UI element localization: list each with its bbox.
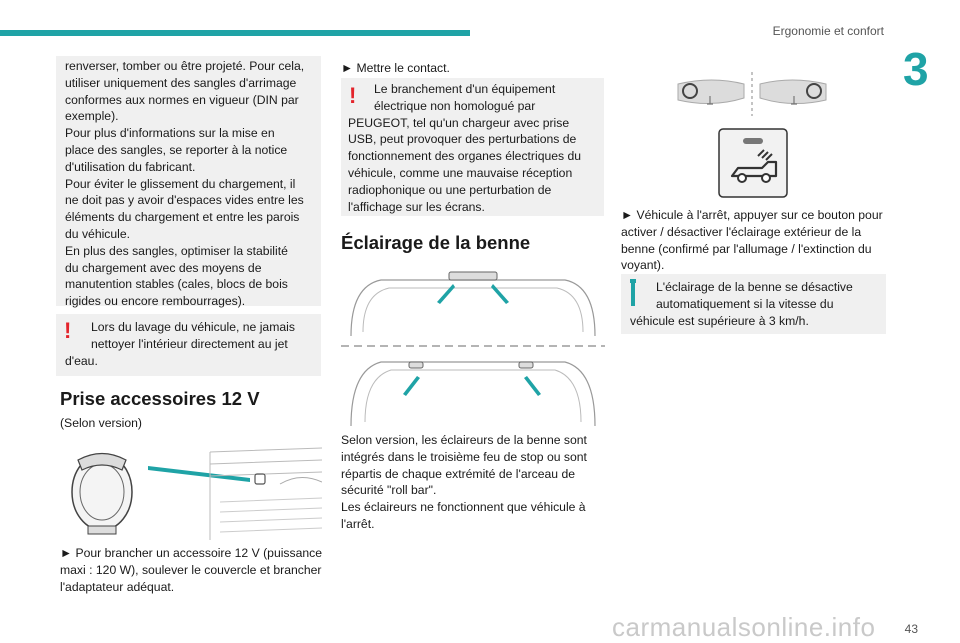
load-securing-note [56,56,321,309]
cargo-light-description [341,432,606,533]
instruction-line: maxi : 120 W), soulever le couvercle et brancher [60,562,322,577]
speed-info-box [621,274,886,334]
steering-wheel-illustration [672,72,832,116]
chapter-number: 3 [903,43,929,95]
body-line: Selon version, les éclaireurs de la benne sont [341,433,587,447]
instruction-line: ► Véhicule à l'arrêt, appuyer sur ce bouton pour [621,208,883,222]
info-line: L'éclairage de la benne se désactive [656,280,853,294]
note-line: renverser, tomber ou être projeté. Pour cela, [65,59,305,73]
note-line: conformes aux normes en vigueur (DIN par [65,92,299,107]
note-line: d'utilisation du fabricant. [65,159,196,174]
warning-line: Lors du lavage du véhicule, ne jamais [91,320,295,334]
washing-warning-box [56,314,321,376]
instruction-line: l'adaptateur adéquat. [60,579,175,594]
info-line: automatiquement si la vitesse du [656,296,834,311]
note-line: ne doit pas y avoir d'espaces vides entre les [65,193,304,208]
ignition-step: ► Mettre le contact. [341,61,450,75]
info-line: véhicule est supérieure à 3 km/h. [630,313,809,328]
note-line: place des sangles, se reporter à la notice [65,142,288,157]
warning-line: PEUGEOT, tel qu'un chargeur avec prise [348,115,570,130]
version-note: (Selon version) [60,416,142,430]
warning-line: d'eau. [65,353,98,368]
warning-line: électrique non homologué par [374,98,536,113]
usb-warning-box [341,78,604,216]
body-line: sécurité "roll bar". [341,483,437,498]
note-line: Pour éviter le glissement du chargement, il [65,176,296,191]
page-number: 43 [904,622,918,636]
cargo-light-button-icon [718,128,788,198]
note-line: du chargement avec des moyens de [65,260,262,275]
section-heading-cargo-light: Éclairage de la benne [341,232,531,253]
warning-line: véhicule, comme une mauvaise réception [348,165,573,180]
warning-line: radiophonique ou une perturbation de [348,182,552,197]
note-line: En plus des sangles, optimiser la stabilité [65,243,288,258]
instruction-line: activer / désactiver l'éclairage extérieur de la [621,224,862,239]
cargo-bed-illustration [341,266,605,428]
body-line: répartis de chaque extrémité de l'arceau de [341,466,576,481]
note-line: Pour plus d'informations sur la mise en [65,126,275,141]
warning-line: fonctionnement des organes électriques du [348,149,582,164]
section-heading-12v: Prise accessoires 12 V [60,388,260,409]
body-line: l'arrêt. [341,516,375,531]
instruction-line: voyant). [621,258,665,273]
note-line: manutention stables (cales, blocs de bois [65,277,288,292]
note-line: exemple). [65,109,119,124]
warning-line: USB, peut provoquer des perturbations de [348,132,577,147]
watermark: carmanualsonline.info [612,612,876,642]
warning-icon: ! [64,318,72,343]
warning-line: l'affichage sur les écrans. [348,199,485,214]
instruction-line: ► Pour brancher un accessoire 12 V (puissance [60,546,323,560]
warning-icon: ! [349,83,357,108]
warning-line: nettoyer l'intérieur directement au jet [91,336,288,351]
note-line: utiliser uniquement des sangles d'arrimage [65,75,297,90]
warning-line: Le branchement d'un équipement [374,82,556,96]
instruction-line: benne (confirmé par l'allumage / l'extinction du [621,241,872,256]
section-title: Ergonomie et confort [772,24,884,38]
button-instruction [621,207,891,274]
socket-instruction [60,545,325,595]
header-accent-bar [0,30,470,36]
note-line: éléments du chargement et entre les parois [65,210,300,225]
note-line: rigides ou encore rembourrages). [65,294,246,309]
socket-illustration [60,442,322,542]
note-line: du véhicule. [65,226,131,241]
body-line: Les éclaireurs ne fonctionnent que véhicule à [341,500,586,515]
body-line: intégrés dans le troisième feu de stop ou sont [341,449,587,464]
